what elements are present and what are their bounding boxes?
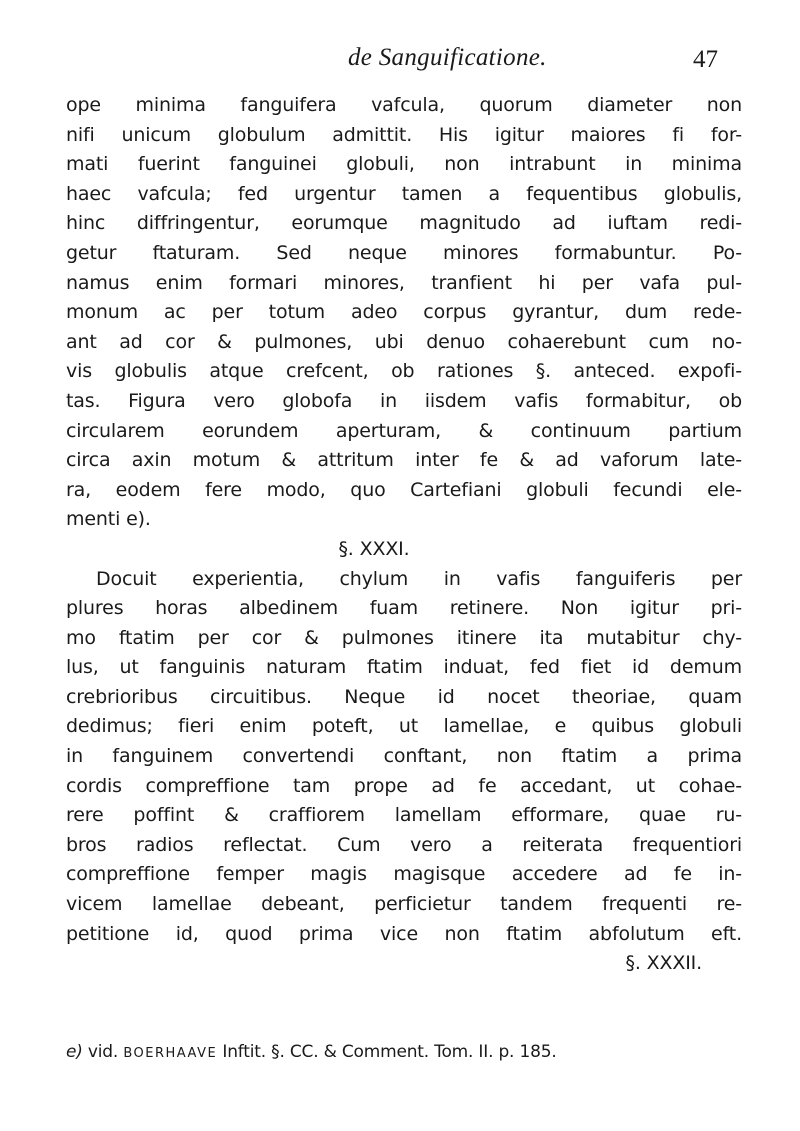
text-line: mo ftatim per cor & pulmones itinere ita mutabitur chy- (66, 626, 742, 649)
footnote-mark: e) (66, 1042, 83, 1062)
catchword: §. XXXII. (625, 952, 702, 975)
text-line: compreffione femper magis magisque accedere ad fe in- (66, 863, 742, 886)
page-header (0, 40, 800, 90)
text-line: mati fuerint fanguinei globuli, non intrabunt in minima (66, 153, 742, 176)
text-line: haec vafcula; fed urgentur tamen a fequentibus globulis, (66, 182, 742, 205)
text-line: Docuit experientia, chylum in vafis fanguiferis per (96, 567, 742, 590)
text-line: petitione id, quod prima vice non ftatim abfolutum eft. (66, 922, 742, 945)
text-line: vis globulis atque crefcent, ob rationes §. anteced. expofi- (66, 360, 742, 383)
text-line: menti e). (66, 508, 151, 531)
footnote-author: BOERHAAVE (123, 1046, 218, 1061)
footnote-reference: Inftit. §. CC. & Comment. Tom. II. p. 185. (222, 1042, 557, 1062)
text-line: ra, eodem fere modo, quo Cartefiani globuli fecundi ele- (66, 478, 742, 501)
text-line: nifi unicum globulum admittit. His igitur maiores fi for- (66, 123, 742, 146)
body-text (66, 91, 742, 979)
text-line: rere poffint & craffiorem lamellam efformare, quae ru- (66, 804, 742, 827)
footnote (66, 1042, 742, 1062)
text-line: ope minima fanguifera vafcula, quorum diameter non (66, 94, 742, 116)
text-line: crebrioribus circuitibus. Neque id nocet theoriae, quam (66, 685, 742, 708)
text-line: namus enim formari minores, tranfient hi per vafa pul- (66, 271, 742, 294)
text-line: in fanguinem convertendi conftant, non ftatim a prima (66, 745, 742, 768)
text-line: bros radios reflectat. Cum vero a reiterata frequentiori (66, 833, 742, 856)
page-number: 47 (693, 46, 718, 73)
text-line: monum ac per totum adeo corpus gyrantur, dum rede- (66, 301, 742, 324)
footnote-prefix: vid. (87, 1042, 119, 1062)
text-line: hinc diffringentur, eorumque magnitudo ad iuftam redi- (66, 212, 742, 235)
text-line: circa axin motum & attritum inter fe & ad vaforum late- (66, 449, 742, 472)
section-heading: §. XXXI. (338, 537, 410, 560)
text-line: lus, ut fanguinis naturam ftatim induat, fed fiet id demum (66, 656, 742, 679)
text-line: tas. Figura vero globofa in iisdem vafis formabitur, ob (66, 389, 742, 412)
running-title: de Sanguificatione. (348, 44, 547, 71)
text-line: dedimus; fieri enim poteft, ut lamellae, e quibus globuli (66, 715, 742, 738)
text-line: vicem lamellae debeant, perficietur tandem frequenti re- (66, 893, 742, 916)
text-line: getur ftaturam. Sed neque minores formabuntur. Po- (66, 241, 742, 264)
text-line: ant ad cor & pulmones, ubi denuo cohaerebunt cum no- (66, 330, 742, 353)
text-line: circularem eorundem aperturam, & continuum partium (66, 419, 742, 442)
text-line: cordis compreffione tam prope ad fe accedant, ut cohae- (66, 774, 742, 797)
text-line: plures horas albedinem fuam retinere. Non igitur pri- (66, 597, 742, 620)
